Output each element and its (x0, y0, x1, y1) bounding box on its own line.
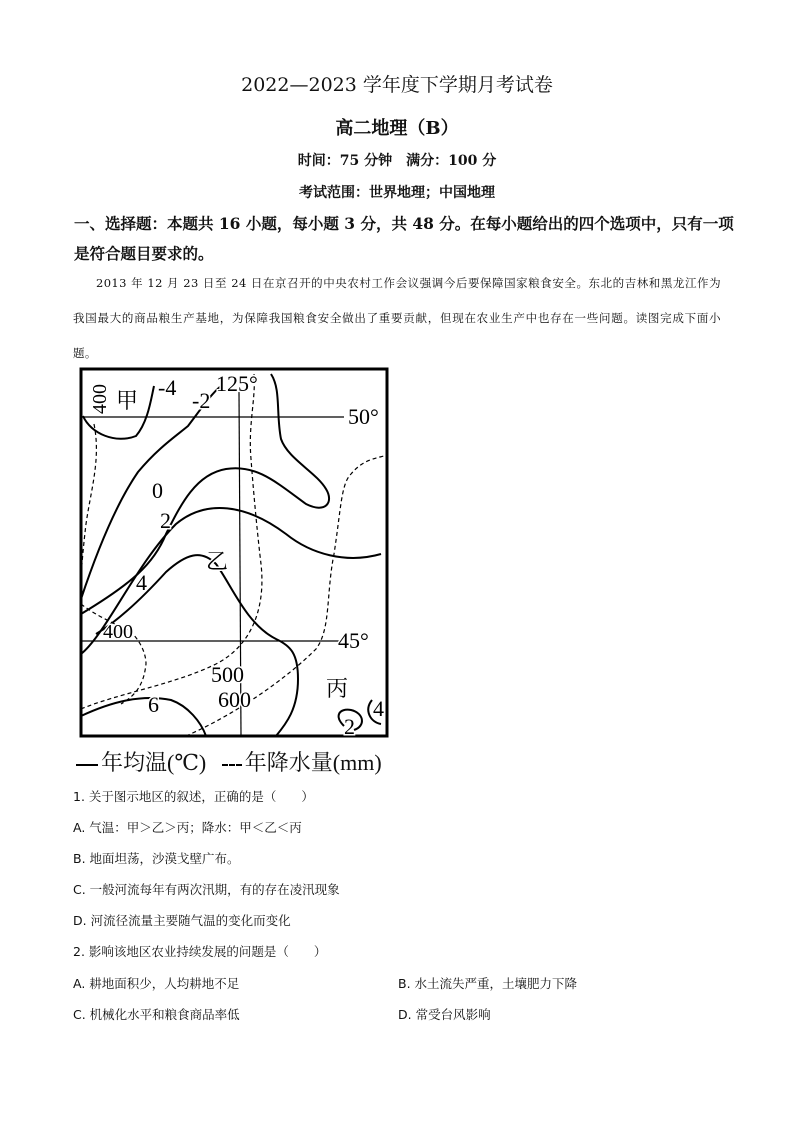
isotherm-4 (96, 555, 298, 736)
isohyet-400-lower (81, 604, 146, 704)
isotherm--2 (81, 386, 221, 599)
question-2-option-b: B. 水土流失严重，土壤肥力下降 (398, 976, 578, 991)
question-1-option-d: D. 河流径流量主要随气温的变化而变化 (73, 913, 291, 928)
isotherm-label-7: 4 (373, 696, 384, 721)
isotherm-label-6: 2 (344, 714, 355, 739)
question-1-option-b: B. 地面坦荡，沙漠戈壁广布。 (73, 851, 240, 866)
exam-title: 2022—2023 学年度下学期月考试卷 (241, 74, 553, 96)
section-heading: 一、选择题：本题共 16 小题，每小题 3 分，共 48 分。在每小题给出的四个选项中，只有一项是符合题目要求的。 (74, 214, 734, 263)
isotherm-label-1: -2 (192, 388, 211, 413)
isotherm-label-4: 4 (136, 570, 147, 595)
isotherm-label-3: 2 (160, 508, 171, 533)
question-2-option-d: D. 常受台风影响 (398, 1007, 491, 1022)
question-2-option-a: A. 耕地面积少，人均耕地不足 (73, 976, 240, 991)
isotherm-label-2: 0 (152, 478, 163, 503)
question-2-option-c: C. 机械化水平和粮食商品率低 (73, 1007, 240, 1022)
isohyet-label-500: 500 (211, 662, 244, 687)
isohyet-400-upper (81, 424, 96, 576)
isohyet-600 (186, 456, 384, 736)
longitude-label-125: 125° (216, 371, 258, 396)
question-1-stem: 1. 关于图示地区的叙述，正确的是（ ） (73, 789, 314, 804)
isotherm-6 (81, 698, 206, 736)
isohyet-label-400: 400 (103, 621, 133, 643)
place-label-bing: 丙 (326, 676, 349, 701)
isohyet-label-600: 600 (218, 687, 251, 712)
latitude-label-45: 45° (338, 628, 369, 653)
legend-isohyet-label: 年降水量(mm) (244, 750, 382, 775)
place-label-jia: 甲 (116, 388, 139, 413)
legend-isotherm-label: 年均温(℃) (101, 750, 207, 775)
question-1-option-c: C. 一般河流每年有两次汛期，有的存在凌汛现象 (73, 882, 340, 897)
question-2-stem: 2. 影响该地区农业持续发展的问题是（ ） (73, 944, 327, 959)
exam-time-score: 时间：75 分钟 满分：100 分 (297, 153, 497, 169)
isohyet-label-400-rotated: 400 (89, 384, 111, 414)
place-label-yi: 乙 (206, 549, 229, 574)
question-1-option-a: A. 气温：甲＞乙＞丙；降水：甲＜乙＜丙 (73, 820, 302, 835)
legend-dashed-line-icon (222, 764, 242, 766)
exam-subtitle: 高二地理（B） (335, 118, 459, 139)
climate-map (76, 364, 396, 744)
legend-solid-line-icon (76, 764, 98, 766)
isotherm-label-5: 6 (148, 692, 159, 717)
latitude-label-50: 50° (348, 404, 379, 429)
exam-scope: 考试范围：世界地理；中国地理 (299, 185, 495, 201)
isohyet-500 (81, 374, 262, 709)
reading-passage: 2013 年 12 月 23 日至 24 日在京召开的中央农村工作会议强调今后要保障国家粮食安全。东北的吉林和黑龙江作为我国最大的商品粮生产基地，为保障我国粮食安全做出了重要贡献，但现在农业生产中也存在一些问题。读图完成下面小题。 (73, 276, 721, 360)
map-legend (76, 746, 382, 777)
isotherm-label-0: -4 (158, 375, 177, 400)
